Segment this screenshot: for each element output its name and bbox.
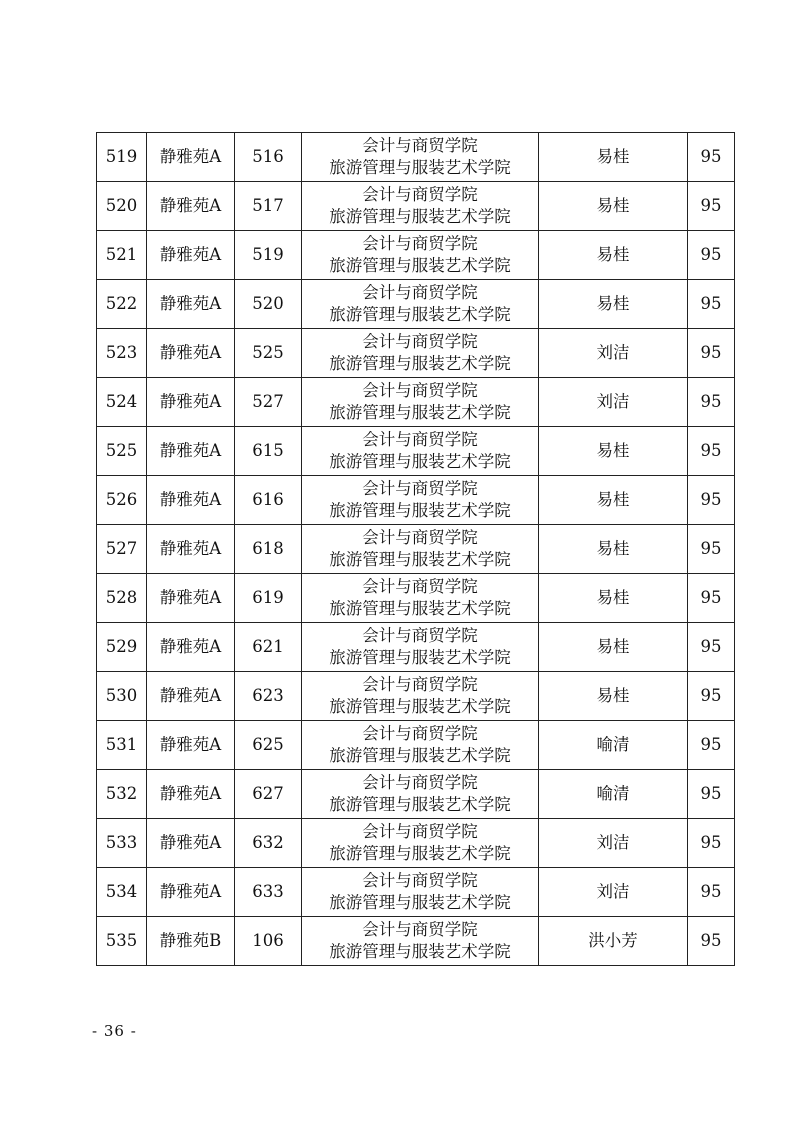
cell-person: 易桂: [539, 623, 688, 672]
cell-score: 95: [688, 280, 735, 329]
cell-college: [302, 182, 539, 231]
cell-room: 106: [235, 917, 302, 966]
college-line-2: 旅游管理与服装艺术学院: [329, 354, 511, 373]
cell-score: 95: [688, 917, 735, 966]
table-row: [97, 182, 735, 231]
cell-building: 静雅苑A: [147, 819, 235, 868]
cell-score: 95: [688, 476, 735, 525]
college-line-1: 会计与商贸学院: [362, 675, 478, 694]
cell-room: 519: [235, 231, 302, 280]
college-line-1: 会计与商贸学院: [362, 773, 478, 792]
college-line-2: 旅游管理与服装艺术学院: [329, 452, 511, 471]
cell-college: [302, 427, 539, 476]
college-line-1: 会计与商贸学院: [362, 920, 478, 939]
cell-score: 95: [688, 868, 735, 917]
cell-building: 静雅苑A: [147, 182, 235, 231]
college-line-2: 旅游管理与服装艺术学院: [329, 305, 511, 324]
cell-college: [302, 280, 539, 329]
table-row: [97, 623, 735, 672]
college-line-2: 旅游管理与服装艺术学院: [329, 746, 511, 765]
cell-building: 静雅苑A: [147, 672, 235, 721]
cell-room: 618: [235, 525, 302, 574]
cell-person: 易桂: [539, 476, 688, 525]
cell-college: [302, 721, 539, 770]
cell-person: 刘洁: [539, 868, 688, 917]
cell-room: 627: [235, 770, 302, 819]
cell-building: 静雅苑A: [147, 231, 235, 280]
cell-building: 静雅苑A: [147, 280, 235, 329]
cell-room: 621: [235, 623, 302, 672]
table-row: [97, 819, 735, 868]
cell-score: 95: [688, 231, 735, 280]
cell-building: 静雅苑A: [147, 574, 235, 623]
cell-score: 95: [688, 770, 735, 819]
cell-room: 527: [235, 378, 302, 427]
cell-score: 95: [688, 378, 735, 427]
cell-room: 525: [235, 329, 302, 378]
cell-person: 易桂: [539, 427, 688, 476]
cell-building: 静雅苑A: [147, 476, 235, 525]
college-line-2: 旅游管理与服装艺术学院: [329, 942, 511, 961]
college-line-2: 旅游管理与服装艺术学院: [329, 158, 511, 177]
cell-room: 615: [235, 427, 302, 476]
cell-college: [302, 231, 539, 280]
cell-person: 刘洁: [539, 378, 688, 427]
cell-number: 523: [97, 329, 147, 378]
college-line-2: 旅游管理与服装艺术学院: [329, 403, 511, 422]
cell-room: 520: [235, 280, 302, 329]
college-line-1: 会计与商贸学院: [362, 626, 478, 645]
cell-college: [302, 868, 539, 917]
cell-score: 95: [688, 525, 735, 574]
college-line-2: 旅游管理与服装艺术学院: [329, 648, 511, 667]
table-row: [97, 427, 735, 476]
college-line-2: 旅游管理与服装艺术学院: [329, 256, 511, 275]
cell-score: 95: [688, 672, 735, 721]
college-line-2: 旅游管理与服装艺术学院: [329, 207, 511, 226]
table-row: [97, 574, 735, 623]
cell-room: 616: [235, 476, 302, 525]
table-row: [97, 133, 735, 182]
cell-room: 623: [235, 672, 302, 721]
cell-building: 静雅苑A: [147, 329, 235, 378]
cell-person: 易桂: [539, 231, 688, 280]
page-number: - 36 -: [92, 1022, 137, 1040]
table-body: [97, 133, 735, 966]
cell-building: 静雅苑A: [147, 868, 235, 917]
cell-number: 535: [97, 917, 147, 966]
cell-college: [302, 476, 539, 525]
cell-number: 521: [97, 231, 147, 280]
cell-number: 526: [97, 476, 147, 525]
college-line-1: 会计与商贸学院: [362, 136, 478, 155]
cell-building: 静雅苑A: [147, 623, 235, 672]
college-line-1: 会计与商贸学院: [362, 381, 478, 400]
college-line-2: 旅游管理与服装艺术学院: [329, 501, 511, 520]
college-line-1: 会计与商贸学院: [362, 528, 478, 547]
cell-building: 静雅苑A: [147, 133, 235, 182]
cell-person: 喻清: [539, 721, 688, 770]
cell-number: 520: [97, 182, 147, 231]
cell-number: 525: [97, 427, 147, 476]
cell-person: 易桂: [539, 574, 688, 623]
cell-college: [302, 623, 539, 672]
cell-college: [302, 917, 539, 966]
cell-room: 625: [235, 721, 302, 770]
cell-college: [302, 574, 539, 623]
cell-building: 静雅苑B: [147, 917, 235, 966]
cell-person: 易桂: [539, 672, 688, 721]
college-line-1: 会计与商贸学院: [362, 283, 478, 302]
cell-person: 喻清: [539, 770, 688, 819]
table-row: [97, 721, 735, 770]
cell-building: 静雅苑A: [147, 427, 235, 476]
cell-number: 533: [97, 819, 147, 868]
cell-number: 528: [97, 574, 147, 623]
cell-building: 静雅苑A: [147, 525, 235, 574]
cell-person: 刘洁: [539, 819, 688, 868]
college-line-2: 旅游管理与服装艺术学院: [329, 844, 511, 863]
college-line-2: 旅游管理与服装艺术学院: [329, 893, 511, 912]
table-row: [97, 280, 735, 329]
cell-college: [302, 819, 539, 868]
college-line-2: 旅游管理与服装艺术学院: [329, 550, 511, 569]
cell-number: 529: [97, 623, 147, 672]
table-row: [97, 378, 735, 427]
cell-number: 531: [97, 721, 147, 770]
cell-college: [302, 329, 539, 378]
college-line-1: 会计与商贸学院: [362, 577, 478, 596]
cell-person: 易桂: [539, 280, 688, 329]
cell-person: 易桂: [539, 525, 688, 574]
cell-room: 633: [235, 868, 302, 917]
cell-number: 524: [97, 378, 147, 427]
table-row: [97, 917, 735, 966]
cell-person: 刘洁: [539, 329, 688, 378]
table-row: [97, 672, 735, 721]
cell-number: 534: [97, 868, 147, 917]
college-line-1: 会计与商贸学院: [362, 430, 478, 449]
cell-number: 530: [97, 672, 147, 721]
cell-building: 静雅苑A: [147, 378, 235, 427]
cell-score: 95: [688, 819, 735, 868]
college-line-1: 会计与商贸学院: [362, 871, 478, 890]
cell-person: 易桂: [539, 133, 688, 182]
table-row: [97, 231, 735, 280]
cell-score: 95: [688, 182, 735, 231]
cell-room: 517: [235, 182, 302, 231]
cell-college: [302, 378, 539, 427]
dormitory-score-table: [96, 132, 735, 966]
table-row: [97, 476, 735, 525]
cell-room: 632: [235, 819, 302, 868]
college-line-1: 会计与商贸学院: [362, 822, 478, 841]
college-line-2: 旅游管理与服装艺术学院: [329, 599, 511, 618]
cell-person: 洪小芳: [539, 917, 688, 966]
table-row: [97, 770, 735, 819]
cell-score: 95: [688, 574, 735, 623]
college-line-2: 旅游管理与服装艺术学院: [329, 697, 511, 716]
cell-college: [302, 525, 539, 574]
cell-score: 95: [688, 623, 735, 672]
cell-building: 静雅苑A: [147, 721, 235, 770]
college-line-1: 会计与商贸学院: [362, 185, 478, 204]
cell-score: 95: [688, 721, 735, 770]
college-line-1: 会计与商贸学院: [362, 479, 478, 498]
college-line-1: 会计与商贸学院: [362, 332, 478, 351]
table-row: [97, 525, 735, 574]
cell-college: [302, 672, 539, 721]
table-row: [97, 868, 735, 917]
cell-room: 516: [235, 133, 302, 182]
cell-score: 95: [688, 329, 735, 378]
cell-number: 532: [97, 770, 147, 819]
college-line-2: 旅游管理与服装艺术学院: [329, 795, 511, 814]
table-row: [97, 329, 735, 378]
cell-number: 522: [97, 280, 147, 329]
cell-number: 519: [97, 133, 147, 182]
college-line-1: 会计与商贸学院: [362, 234, 478, 253]
cell-score: 95: [688, 133, 735, 182]
cell-college: [302, 133, 539, 182]
cell-building: 静雅苑A: [147, 770, 235, 819]
college-line-1: 会计与商贸学院: [362, 724, 478, 743]
cell-room: 619: [235, 574, 302, 623]
cell-person: 易桂: [539, 182, 688, 231]
cell-score: 95: [688, 427, 735, 476]
cell-college: [302, 770, 539, 819]
cell-number: 527: [97, 525, 147, 574]
